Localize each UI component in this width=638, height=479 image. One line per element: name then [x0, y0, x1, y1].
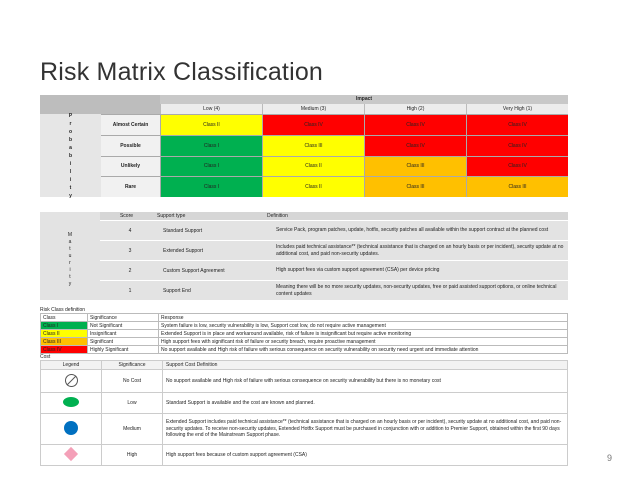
- support-type: Extended Support: [163, 247, 204, 254]
- cost-label: Cost: [40, 354, 51, 360]
- maturity-row: [100, 280, 568, 300]
- support-type: Standard Support: [163, 227, 203, 234]
- probability-letter: i: [69, 160, 72, 167]
- maturity-letter: t: [69, 246, 71, 252]
- maturity-label: [40, 220, 100, 300]
- class-header: Class: [41, 314, 88, 322]
- risk-class-cell: Class I: [160, 177, 262, 197]
- cost-row: [41, 414, 568, 445]
- support-definition: Includes paid technical assistance** (technical assistance that is charged on an hourly basis or per incident), security update at no additional cost, and paid non-security updates.: [276, 244, 564, 257]
- maturity-row: [100, 240, 568, 260]
- maturity-header: [100, 212, 568, 220]
- support-type: Support End: [163, 287, 191, 294]
- no-cost-icon: [65, 374, 78, 387]
- probability-letter: b: [68, 152, 73, 159]
- cost-legend: [41, 414, 102, 445]
- risk-class-row: [41, 322, 568, 330]
- maturity-row: [100, 220, 568, 240]
- risk-class-cell: Class III: [466, 177, 568, 197]
- impact-levels: [160, 104, 568, 114]
- matrix-row: [101, 114, 568, 135]
- cost-significance: Low: [102, 393, 163, 414]
- response-header: Response: [159, 314, 568, 322]
- risk-class-cell: Class I: [160, 157, 262, 177]
- probability-letter: P: [68, 112, 73, 119]
- significance-header: Significance: [88, 314, 159, 322]
- cost-definition: Standard Support is available and the cost are known and planned.: [163, 393, 568, 414]
- risk-class-cell: Class II: [262, 177, 364, 197]
- cost-row: [41, 393, 568, 414]
- probability-level: Rare: [101, 177, 160, 197]
- matrix-row: [101, 156, 568, 177]
- maturity-score: 2: [128, 267, 132, 274]
- risk-class-row: [41, 338, 568, 346]
- risk-class-response: No support available and High risk of failure with serious consequence on security vulnerability on security need urgent and immediate attention: [159, 346, 568, 354]
- risk-class-response: System failure is low, security vulnerability is low, Support cost low, do not require active management: [159, 322, 568, 330]
- matrix-row: [101, 176, 568, 197]
- risk-class-cell: Class IV: [262, 115, 364, 135]
- page-number: 9: [606, 453, 612, 463]
- high-cost-icon: [64, 447, 78, 461]
- maturity-letter: M: [67, 232, 73, 238]
- no-cost-slash: [66, 375, 76, 385]
- maturity-row: [100, 260, 568, 280]
- cost-definition: No support available and High risk of failure with serious consequence on security vulnerability but there is no monetary cost: [163, 370, 568, 393]
- maturity-letter: a: [68, 239, 72, 245]
- impact-level: Medium (3): [262, 104, 364, 114]
- support-type-header: Support type: [157, 213, 186, 219]
- probability-label: [40, 114, 101, 197]
- probability-letter: t: [69, 184, 72, 191]
- probability-level: Possible: [101, 136, 160, 156]
- matrix-row: [101, 135, 568, 156]
- risk-class-header: [41, 314, 568, 322]
- maturity-letter: t: [69, 274, 71, 280]
- probability-letter: i: [69, 176, 72, 183]
- impact-level: Very High (1): [466, 104, 568, 114]
- support-definition: High support fees via custom support agreement (CSA) per device pricing: [276, 267, 440, 274]
- risk-class-cell: Class III: [364, 177, 466, 197]
- risk-class-row: [41, 330, 568, 338]
- cost-significance: High: [102, 445, 163, 466]
- low-cost-icon: [63, 397, 79, 407]
- matrix-rows: [101, 114, 568, 197]
- risk-class-cell: Class III: [262, 136, 364, 156]
- maturity-table: [40, 212, 568, 300]
- legend-header: Legend: [41, 361, 102, 370]
- risk-class-significance: Significant: [88, 338, 159, 346]
- maturity-letter: u: [68, 253, 72, 259]
- cost-legend: [41, 370, 102, 393]
- probability-letter: a: [69, 144, 72, 151]
- probability-level: Unlikely: [101, 157, 160, 177]
- maturity-letter: r: [69, 260, 71, 266]
- risk-class-name: Class I: [41, 322, 88, 330]
- risk-matrix: [40, 95, 568, 197]
- maturity-score: 3: [128, 247, 132, 254]
- risk-class-significance: Not Significant: [88, 322, 159, 330]
- risk-class-name: Class IV: [41, 346, 88, 354]
- risk-class-cell: Class IV: [466, 136, 568, 156]
- risk-class-cell: Class IV: [364, 115, 466, 135]
- risk-class-significance: Highly Significant: [88, 346, 159, 354]
- probability-letter: r: [69, 120, 72, 127]
- cost-header: [41, 361, 568, 370]
- risk-class-cell: Class III: [364, 157, 466, 177]
- risk-class-name: Class III: [41, 338, 88, 346]
- maturity-letter: i: [69, 267, 71, 273]
- risk-class-name: Class II: [41, 330, 88, 338]
- cost-significance: No Cost: [102, 370, 163, 393]
- risk-class-cell: Class IV: [466, 157, 568, 177]
- probability-letter: b: [68, 136, 73, 143]
- risk-class-cell: Class IV: [466, 115, 568, 135]
- probability-letter: y: [69, 192, 72, 199]
- cost-definition: High support fees because of custom support agreement (CSA): [163, 445, 568, 466]
- risk-class-cell: Class II: [160, 115, 262, 135]
- score-header: Score: [119, 213, 134, 219]
- impact-label: Impact: [160, 95, 568, 104]
- cost-row: [41, 370, 568, 393]
- support-definition: Service Pack, program patches, update, hotfix, security patches all available within the support contract at the planned cost: [276, 227, 549, 234]
- significance-header: Significance: [102, 361, 163, 370]
- impact-level: Low (4): [160, 104, 262, 114]
- probability-level: Almost Certain: [101, 115, 160, 135]
- support-definition: Meaning there will be no more security updates, non-security updates, free or paid assisted support options, or online technical content updates: [276, 284, 557, 297]
- probability-letter: o: [68, 128, 73, 135]
- maturity-letter: y: [68, 281, 72, 287]
- risk-class-cell: Class II: [262, 157, 364, 177]
- risk-class-cell: Class I: [160, 136, 262, 156]
- probability-letter: l: [69, 168, 72, 175]
- risk-class-label: Risk Class definition: [40, 307, 86, 313]
- cost-significance: Medium: [102, 414, 163, 445]
- risk-class-cell: Class IV: [364, 136, 466, 156]
- risk-class-significance: Insignificant: [88, 330, 159, 338]
- medium-cost-icon: [64, 421, 78, 435]
- risk-class-row: [41, 346, 568, 354]
- risk-class-table: [40, 313, 568, 354]
- risk-class-response: Extended Support is in place and workaround available, risk of failure is insignificant but require active monitoring: [159, 330, 568, 338]
- maturity-score: 4: [128, 227, 132, 234]
- cost-legend: [41, 445, 102, 466]
- impact-level: High (2): [364, 104, 466, 114]
- maturity-rows: [100, 220, 568, 300]
- support-type: Custom Support Agreement: [163, 267, 225, 274]
- risk-class-response: High support fees with significant risk of failure or security breach, require proactive management: [159, 338, 568, 346]
- cost-definition: Extended Support includes paid technical assistance** (technical assistance that is charged on an hourly basis or per incident), security update at no additional cost, and paid non-security updates. To receive non-security updates, Extended Hotfix Support must be purchased in conjunction with or addition to Premier Support, obtained within the first 90 days following the end of the Mainstream Support phase.: [163, 414, 568, 445]
- cost-definition-header: Support Cost Definition: [163, 361, 568, 370]
- cost-row: [41, 445, 568, 466]
- page-title: Risk Matrix Classification: [40, 58, 324, 86]
- maturity-score: 1: [128, 287, 132, 294]
- cost-legend: [41, 393, 102, 414]
- definition-header: Definition: [267, 213, 288, 219]
- cost-table: [40, 360, 568, 466]
